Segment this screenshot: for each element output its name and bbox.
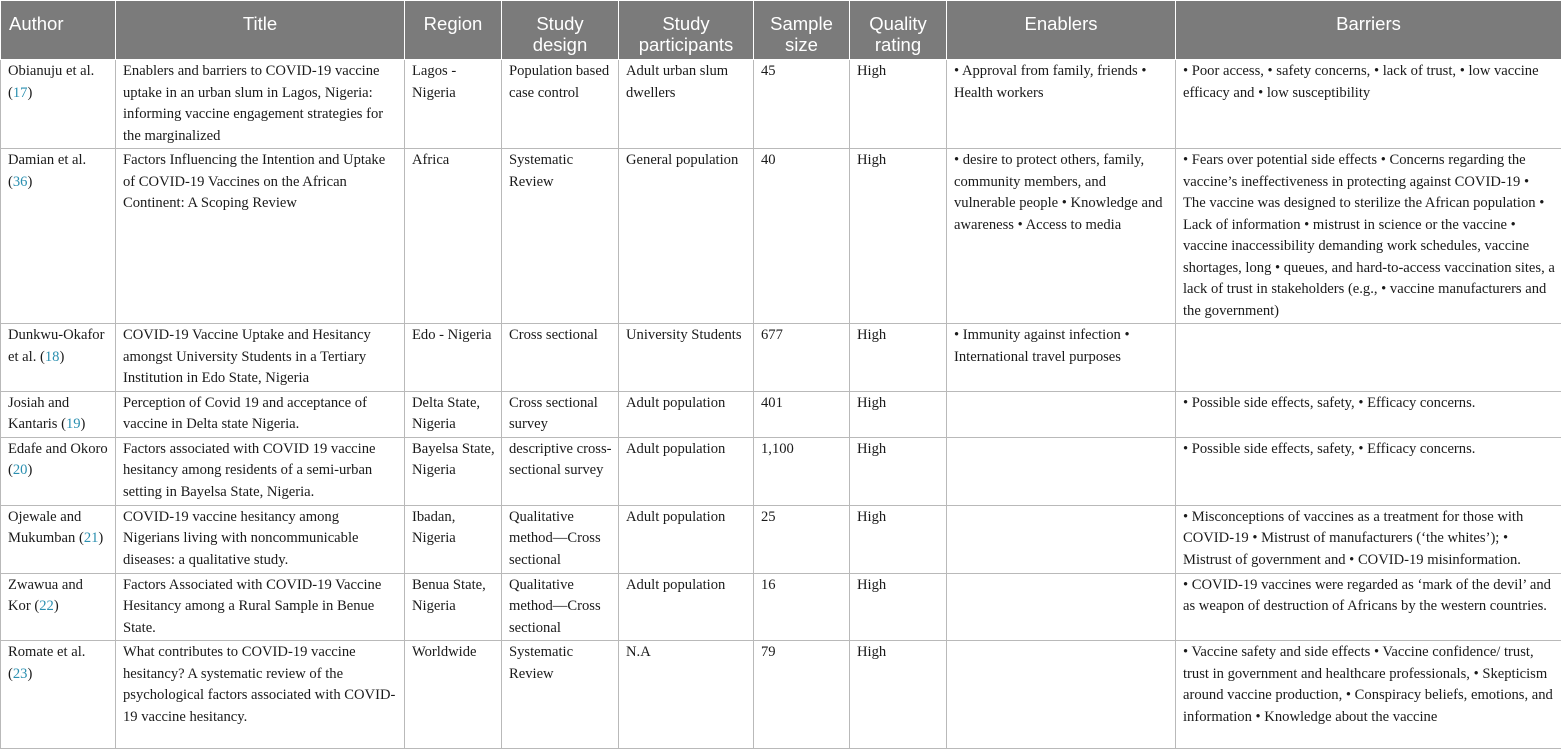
header-title: Title bbox=[116, 1, 405, 60]
cell-region: Africa bbox=[405, 149, 502, 324]
reference-link[interactable]: 20 bbox=[12, 462, 28, 478]
cell-sample-size: 1,100 bbox=[754, 437, 850, 505]
author-paren: ) bbox=[27, 665, 33, 682]
cell-title: Factors Influencing the Intention and Uptake of COVID-19 Vaccines on the African Continent: A Scoping Review bbox=[116, 149, 405, 324]
header-author: Author bbox=[1, 1, 116, 60]
cell-quality-rating: High bbox=[850, 437, 947, 505]
cell-study-participants: N.A bbox=[619, 641, 754, 749]
cell-study-participants: Adult population bbox=[619, 573, 754, 641]
cell-title: Enablers and barriers to COVID-19 vaccine uptake in an urban slum in Lagos, Nigeria: informing vaccine engagement strategies for the marginalized bbox=[116, 60, 405, 149]
cell-study-participants: Adult urban slum dwellers bbox=[619, 60, 754, 149]
author-paren: ) bbox=[27, 173, 33, 190]
author-name: Zwawua and Kor ( bbox=[8, 576, 83, 614]
table-row bbox=[1, 149, 1561, 324]
cell-study-participants: Adult population bbox=[619, 391, 754, 437]
cell-enablers: • Immunity against infection • International travel purposes bbox=[947, 324, 1176, 392]
cell-region: Worldwide bbox=[405, 641, 502, 749]
cell-study-design: Qualitative method—Cross sectional bbox=[502, 505, 619, 573]
header-enablers: Enablers bbox=[947, 1, 1176, 60]
cell-quality-rating: High bbox=[850, 573, 947, 641]
table-row bbox=[1, 505, 1561, 573]
cell-region: Delta State, Nigeria bbox=[405, 391, 502, 437]
cell-study-design: Qualitative method—Cross sectional bbox=[502, 573, 619, 641]
cell-study-design: descriptive cross-sectional survey bbox=[502, 437, 619, 505]
cell-study-participants: General population bbox=[619, 149, 754, 324]
table-row bbox=[1, 324, 1561, 392]
cell-study-participants: Adult population bbox=[619, 437, 754, 505]
cell-enablers: • Approval from family, friends • Health workers bbox=[947, 60, 1176, 149]
cell-barriers: • Possible side effects, safety, • Efficacy concerns. bbox=[1176, 437, 1561, 505]
cell-sample-size: 25 bbox=[754, 505, 850, 573]
cell-author bbox=[1, 641, 116, 749]
author-paren: ) bbox=[59, 348, 65, 365]
cell-quality-rating: High bbox=[850, 505, 947, 573]
cell-title: Factors associated with COVID 19 vaccine hesitancy among residents of a semi-urban setting in Bayelsa State, Nigeria. bbox=[116, 437, 405, 505]
cell-study-design: Population based case control bbox=[502, 60, 619, 149]
cell-sample-size: 677 bbox=[754, 324, 850, 392]
cell-study-design: Systematic Review bbox=[502, 149, 619, 324]
header-row bbox=[1, 1, 1561, 60]
author-name: Edafe and Okoro ( bbox=[8, 440, 108, 478]
cell-title: Perception of Covid 19 and acceptance of vaccine in Delta state Nigeria. bbox=[116, 391, 405, 437]
cell-region: Bayelsa State, Nigeria bbox=[405, 437, 502, 505]
cell-author bbox=[1, 505, 116, 573]
author-name: Ojewale and Mukumban ( bbox=[8, 508, 84, 546]
cell-region: Ibadan, Nigeria bbox=[405, 505, 502, 573]
table-row bbox=[1, 641, 1561, 749]
author-name: Romate et al. ( bbox=[8, 644, 86, 682]
cell-study-participants: Adult population bbox=[619, 505, 754, 573]
reference-link[interactable]: 23 bbox=[12, 665, 28, 682]
cell-barriers: • Vaccine safety and side effects • Vaccine confidence/ trust, trust in government and healthcare professionals, • Skepticism around vaccine production, • Conspiracy beliefs, emotions, and information • Knowledge about the vaccine bbox=[1176, 641, 1561, 749]
header-region: Region bbox=[405, 1, 502, 60]
reference-link[interactable]: 19 bbox=[65, 416, 81, 432]
author-paren: ) bbox=[27, 84, 33, 101]
cell-study-design: Cross sectional survey bbox=[502, 391, 619, 437]
cell-region: Edo - Nigeria bbox=[405, 324, 502, 392]
header-barriers: Barriers bbox=[1176, 1, 1561, 60]
cell-barriers: • Poor access, • safety concerns, • lack of trust, • low vaccine efficacy and • low susceptibility bbox=[1176, 60, 1561, 149]
reference-link[interactable]: 18 bbox=[44, 348, 60, 365]
cell-barriers: • Possible side effects, safety, • Efficacy concerns. bbox=[1176, 391, 1561, 437]
cell-enablers bbox=[947, 437, 1176, 505]
author-name: Obianuju et al. ( bbox=[8, 63, 95, 101]
author-paren: ) bbox=[98, 530, 104, 546]
cell-sample-size: 401 bbox=[754, 391, 850, 437]
cell-region: Lagos - Nigeria bbox=[405, 60, 502, 149]
cell-barriers bbox=[1176, 324, 1561, 392]
cell-quality-rating: High bbox=[850, 149, 947, 324]
author-name: Damian et al. ( bbox=[8, 152, 87, 190]
cell-title: COVID-19 vaccine hesitancy among Nigerians living with noncommunicable diseases: a qualitative study. bbox=[116, 505, 405, 573]
author-paren: ) bbox=[27, 462, 33, 478]
cell-author bbox=[1, 573, 116, 641]
author-name: Dunkwu-Okafor et al. ( bbox=[8, 327, 105, 365]
reference-link[interactable]: 36 bbox=[12, 173, 28, 190]
reference-link[interactable]: 21 bbox=[83, 530, 99, 546]
cell-author bbox=[1, 149, 116, 324]
table-row bbox=[1, 60, 1561, 149]
cell-author bbox=[1, 324, 116, 392]
cell-enablers: • desire to protect others, family, community members, and vulnerable people • Knowledge and awareness • Access to media bbox=[947, 149, 1176, 324]
table-row bbox=[1, 391, 1561, 437]
cell-author bbox=[1, 60, 116, 149]
cell-barriers: • COVID-19 vaccines were regarded as ‘mark of the devil’ and as weapon of destruction of Africans by the western countries. bbox=[1176, 573, 1561, 641]
cell-study-design: Systematic Review bbox=[502, 641, 619, 749]
cell-quality-rating: High bbox=[850, 324, 947, 392]
cell-sample-size: 16 bbox=[754, 573, 850, 641]
cell-sample-size: 40 bbox=[754, 149, 850, 324]
reference-link[interactable]: 22 bbox=[39, 598, 54, 614]
cell-sample-size: 79 bbox=[754, 641, 850, 749]
table-row bbox=[1, 573, 1561, 641]
table-row bbox=[1, 437, 1561, 505]
header-sample-size: Sample size bbox=[754, 1, 850, 60]
cell-study-participants: University Students bbox=[619, 324, 754, 392]
cell-enablers bbox=[947, 505, 1176, 573]
cell-author bbox=[1, 437, 116, 505]
cell-region: Benua State, Nigeria bbox=[405, 573, 502, 641]
cell-enablers bbox=[947, 641, 1176, 749]
header-study-participants: Study participants bbox=[619, 1, 754, 60]
author-name: Josiah and Kantaris ( bbox=[8, 394, 70, 432]
cell-study-design: Cross sectional bbox=[502, 324, 619, 392]
header-quality-rating: Quality rating bbox=[850, 1, 947, 60]
cell-title: What contributes to COVID-19 vaccine hesitancy? A systematic review of the psychological factors associated with COVID-19 vaccine hesitancy. bbox=[116, 641, 405, 749]
cell-quality-rating: High bbox=[850, 641, 947, 749]
header-study-design: Study design bbox=[502, 1, 619, 60]
cell-barriers: • Misconceptions of vaccines as a treatment for those with COVID-19 • Mistrust of manufacturers (‘the whites’); • Mistrust of government and • COVID-19 misinformation. bbox=[1176, 505, 1561, 573]
cell-enablers bbox=[947, 573, 1176, 641]
cell-quality-rating: High bbox=[850, 60, 947, 149]
author-paren: ) bbox=[80, 416, 86, 432]
reference-link[interactable]: 17 bbox=[12, 84, 28, 101]
author-paren: ) bbox=[53, 598, 59, 614]
cell-barriers: • Fears over potential side effects • Concerns regarding the vaccine’s ineffectiveness in protecting against COVID-19 • The vaccine was designed to sterilize the African population • Lack of information • mistrust in science or the vaccine • vaccine inaccessibility demanding work schedules, vaccine shortages, long • queues, and hard-to-access vaccination sites, a lack of trust in stakeholders (e.g., • vaccine manufacturers and the government) bbox=[1176, 149, 1561, 324]
cell-sample-size: 45 bbox=[754, 60, 850, 149]
cell-quality-rating: High bbox=[850, 391, 947, 437]
cell-author bbox=[1, 391, 116, 437]
cell-title: COVID-19 Vaccine Uptake and Hesitancy amongst University Students in a Tertiary Institution in Edo State, Nigeria bbox=[116, 324, 405, 392]
cell-enablers bbox=[947, 391, 1176, 437]
cell-title: Factors Associated with COVID-19 Vaccine Hesitancy among a Rural Sample in Benue State. bbox=[116, 573, 405, 641]
